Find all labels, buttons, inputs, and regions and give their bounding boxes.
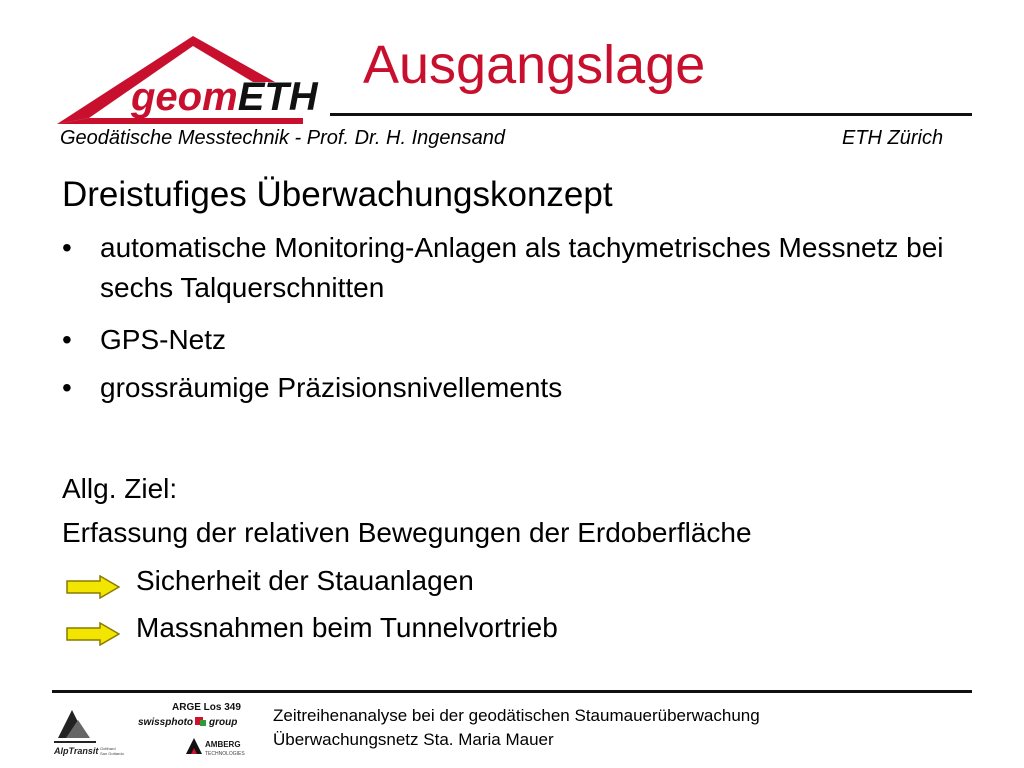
bullet-text: GPS-Netz: [100, 324, 227, 355]
right-arrow-icon: [66, 622, 120, 646]
header-divider: [330, 113, 972, 116]
bullet-marker: •: [62, 372, 72, 403]
alptransit-text: AlpTransit: [54, 746, 99, 756]
consequence-text: Massnahmen beim Tunnelvortrieb: [136, 612, 558, 643]
section-heading: Dreistufiges Überwachungskonzept: [62, 175, 613, 214]
footer-divider: [52, 690, 972, 693]
swissphoto-logo: [138, 717, 237, 728]
technologies-text: TECHNOLOGIES: [205, 751, 245, 757]
svg-text:geomETH: [130, 75, 319, 119]
logo-wordmark-geom: geom: [131, 75, 238, 119]
alptransit-logo: [53, 710, 125, 756]
swissphoto-text: swissphoto: [138, 717, 194, 728]
amberg-logo: [186, 738, 245, 757]
arge-logo: [172, 702, 241, 713]
amberg-text: AMBERG: [205, 740, 241, 749]
bullet-marker: •: [62, 324, 72, 355]
header-university: ETH Zürich: [842, 127, 944, 149]
footer-subtitle: Überwachungsnetz Sta. Maria Mauer: [273, 730, 554, 749]
geometh-logo: [55, 32, 330, 130]
right-arrow-icon: [66, 575, 120, 599]
bullet-marker: •: [62, 232, 72, 263]
consequence-text: Sicherheit der Stauanlagen: [136, 565, 474, 596]
header-institute: Geodätische Messtechnik - Prof. Dr. H. Ingensand: [60, 127, 506, 149]
slide-title: Ausgangslage: [363, 35, 706, 95]
group-text: group: [209, 717, 238, 728]
goal-label: Allg. Ziel:: [62, 473, 178, 504]
gotthard-text: Gotthard: [100, 746, 116, 751]
bullet-text: automatische Monitoring-Anlagen als tachymetrisches Messnetz bei sechs Talquerschnitten: [100, 232, 944, 303]
footer-title: Zeitreihenanalyse bei der geodätischen Staumauerüberwachung: [273, 706, 760, 725]
arge-text: ARGE Los 349: [172, 702, 241, 713]
goal-text: Erfassung der relativen Bewegungen der Erdoberfläche: [62, 517, 752, 548]
logo-wordmark-eth: ETH: [237, 75, 318, 119]
bullet-text: grossräumige Präzisionsnivellements: [100, 372, 563, 403]
san-gottardo-text: San Gottardo: [100, 751, 124, 756]
footer-logos: [52, 698, 262, 760]
